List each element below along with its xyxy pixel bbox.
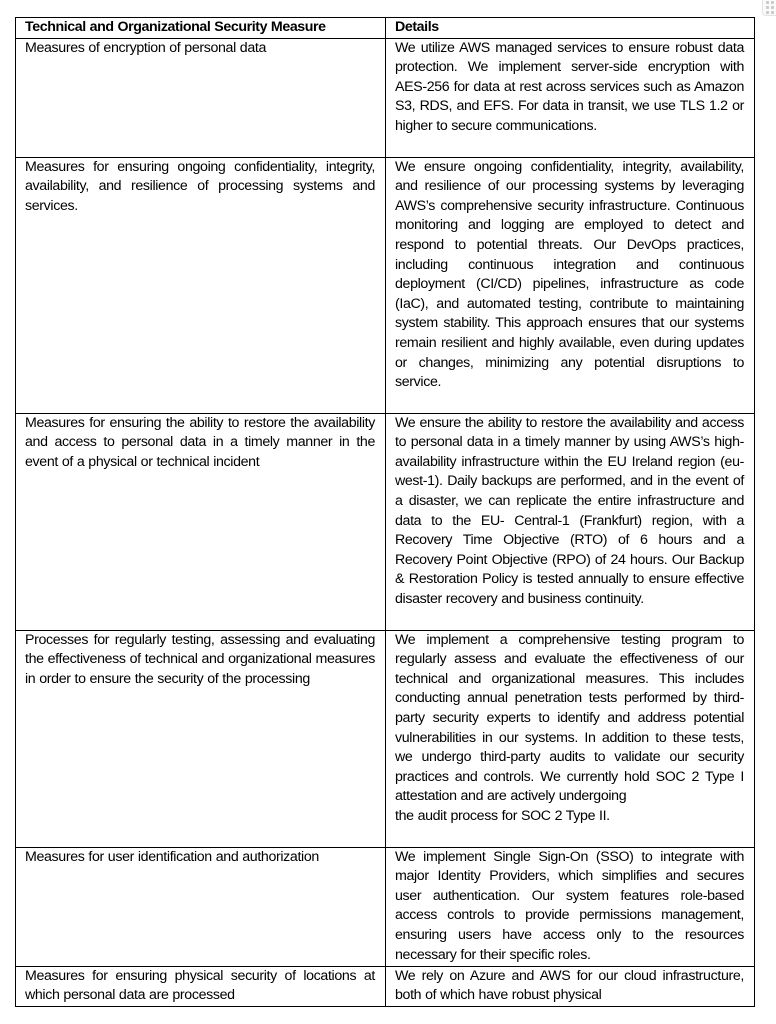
- header-measure: Technical and Organizational Security Measure: [16, 18, 386, 39]
- details-cell: We rely on Azure and AWS for our cloud infrastructure, both of which have robust physical: [386, 966, 755, 1006]
- security-measures-table: [15, 17, 755, 1007]
- drag-handle-icon[interactable]: [762, 0, 776, 16]
- table-row: [16, 413, 755, 630]
- measure-cell: Measures for ensuring the ability to restore the availability and access to personal data in a timely manner in the event of a physical or technical incident: [16, 413, 386, 630]
- table-row: [16, 38, 755, 157]
- measure-cell: Measures for ensuring physical security of locations at which personal data are processed: [16, 966, 386, 1006]
- details-cell: [386, 630, 755, 847]
- measure-cell: Measures of encryption of personal data: [16, 38, 386, 157]
- measure-cell: Measures for ensuring ongoing confidentiality, integrity, availability, and resilience of processing systems and services.: [16, 157, 386, 413]
- header-details: Details: [386, 18, 755, 39]
- table-header-row: [16, 18, 755, 39]
- table-row: [16, 157, 755, 413]
- details-paragraph: We implement a comprehensive testing program to regularly assess and evaluate the effectiveness of our technical and organizational measures. This includes conducting annual penetration tests performed by third-party security experts to identify and address potential vulnerabilities in our systems. In addition to these tests, we undergo third-party audits to validate our security practices and controls. We currently hold SOC 2 Type I attestation and are actively undergoing: [395, 631, 744, 805]
- measure-cell: Processes for regularly testing, assessing and evaluating the effectiveness of technical and organizational measures in order to ensure the security of the processing: [16, 630, 386, 847]
- measure-cell: Measures for user identification and authorization: [16, 847, 386, 966]
- table-row: [16, 966, 755, 1006]
- details-cell: We ensure the ability to restore the availability and access to personal data in a timely manner by using AWS’s high-availability infrastructure within the EU Ireland region (eu-west-1). Daily backups are performed, and in the event of a disaster, we can replicate the entire infrastructure and data to the EU- Central-1 (Frankfurt) region, with a Recovery Time Objective (RTO) of 6 hours and a Recovery Point Objective (RPO) of 24 hours. Our Backup & Restoration Policy is tested annually to ensure effective disaster recovery and business continuity.: [386, 413, 755, 630]
- details-cell: We utilize AWS managed services to ensure robust data protection. We implement server-side encryption with AES-256 for data at rest across services such as Amazon S3, RDS, and EFS. For data in transit, we use TLS 1.2 or higher to secure communications.: [386, 38, 755, 157]
- table-row: [16, 847, 755, 966]
- details-paragraph-continued: the audit process for SOC 2 Type II.: [395, 807, 610, 824]
- details-cell: We ensure ongoing confidentiality, integrity, availability, and resilience of our processing systems by leveraging AWS’s comprehensive security infrastructure. Continuous monitoring and logging are employed to detect and respond to potential threats. Our DevOps practices, including continuous integration and continuous deployment (CI/CD) pipelines, infrastructure as code (IaC), and automated testing, contribute to maintaining system stability. This approach ensures that our systems remain resilient and highly available, even during updates or changes, minimizing any potential disruptions to service.: [386, 157, 755, 413]
- table-row: [16, 630, 755, 847]
- details-cell: We implement Single Sign-On (SSO) to integrate with major Identity Providers, which simplifies and secures user authentication. Our system features role-based access controls to provide permissions management, ensuring users have access only to the resources necessary for their specific roles.: [386, 847, 755, 966]
